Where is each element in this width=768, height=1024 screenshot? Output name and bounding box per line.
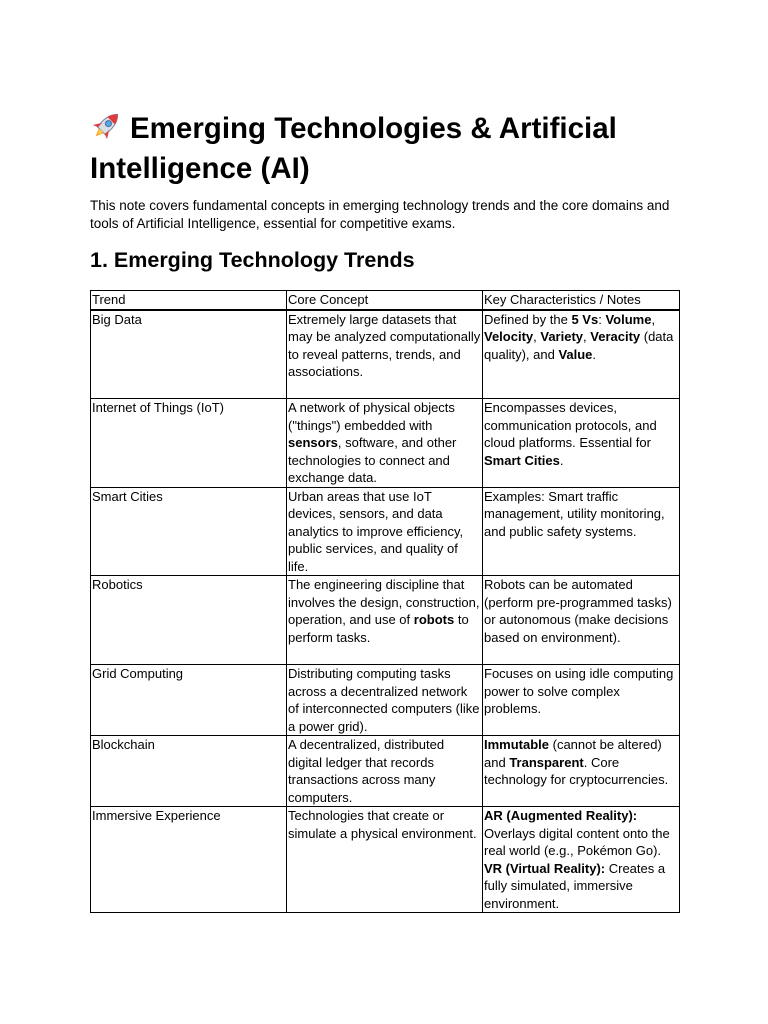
text-segment: Creates a fully simulated, immersive environment. — [484, 860, 666, 911]
section-heading: 1. Emerging Technology Trends — [90, 248, 415, 272]
bold-text: VR (Virtual Reality): — [484, 860, 606, 876]
text-segment: Examples: Smart traffic management, utility monitoring, and public safety systems. — [484, 488, 665, 539]
bold-text: Transparent — [509, 754, 584, 770]
bold-text: AR (Augmented Reality): — [484, 808, 638, 823]
text-segment: The engineering discipline that involves the design, construction, operation, and use of — [288, 577, 480, 627]
key-characteristics-cell — [483, 736, 680, 807]
trend-cell: Internet of Things (IoT) — [91, 399, 287, 488]
key-characteristics-cell — [483, 310, 680, 399]
text-segment: . — [559, 452, 564, 468]
table-row — [91, 665, 680, 736]
table-row — [91, 487, 680, 576]
page-title — [90, 108, 710, 187]
trend-cell: Grid Computing — [91, 665, 287, 736]
bold-text: sensors — [288, 435, 338, 450]
text-segment: . — [592, 346, 597, 362]
text-segment: : — [598, 311, 606, 327]
bold-text: Volume — [605, 311, 652, 327]
bold-text: Velocity — [484, 329, 534, 344]
trend-cell: Smart Cities — [91, 487, 287, 576]
core-concept-cell — [287, 576, 483, 665]
text-segment: Robots can be automated (perform pre-programmed tasks) or autonomous (make decisions based on environment). — [484, 577, 672, 645]
text-segment: . Core technology for cryptocurrencies. — [484, 754, 669, 787]
text-segment: , — [533, 329, 541, 344]
table-body — [91, 310, 680, 913]
text-segment: A decentralized, distributed digital ledger that records transactions across many computers. — [288, 737, 445, 805]
text-segment: , software, and other technologies to connect and exchange data. — [288, 435, 457, 485]
trend-cell: Big Data — [91, 310, 287, 399]
key-characteristics-cell — [483, 576, 680, 665]
intro-paragraph: This note covers fundamental concepts in emerging technology trends and the core domains and tools of Artificial Intelligence, essential for competitive exams. — [90, 198, 670, 231]
table-header-row — [91, 291, 680, 310]
table-row — [91, 576, 680, 665]
text-segment: Focuses on using idle computing power to solve complex problems. — [484, 666, 674, 716]
key-characteristics-cell — [483, 487, 680, 576]
bold-text: Veracity — [590, 329, 641, 344]
table-row — [91, 310, 680, 399]
core-concept-cell — [287, 736, 483, 807]
core-concept-cell — [287, 665, 483, 736]
bold-text: robots — [413, 612, 455, 627]
text-segment: Extremely large datasets that may be analyzed computationally to reveal patterns, trends, and associations. — [288, 311, 481, 379]
header-core-concept: Core Concept — [287, 291, 483, 310]
text-segment: to perform tasks. — [288, 612, 469, 645]
bold-text: Immutable — [484, 737, 550, 752]
key-characteristics-cell — [483, 807, 680, 913]
text-segment: Urban areas that use IoT devices, sensors, and data analytics to improve efficiency, public services, and quality of life. — [288, 488, 464, 574]
trends-table — [90, 290, 680, 913]
text-segment: Encompasses devices, communication protocols, and cloud platforms. Essential for — [484, 400, 657, 450]
title-text: Emerging Technologies & Artificial Intelligence (AI) — [90, 112, 617, 185]
header-trend: Trend — [91, 291, 287, 310]
table-row — [91, 807, 680, 913]
table-row — [91, 399, 680, 488]
key-characteristics-cell — [483, 665, 680, 736]
text-segment: A network of physical objects ("things") embedded with — [288, 400, 455, 433]
key-characteristics-cell — [483, 399, 680, 488]
text-segment: Overlays digital content onto the real world (e.g., Pokémon Go). — [484, 825, 670, 858]
text-segment: Defined by the — [484, 311, 572, 327]
text-segment: Distributing computing tasks across a decentralized network of interconnected computers (like a power grid). — [288, 666, 480, 734]
text-segment: Technologies that create or simulate a physical environment. — [288, 808, 477, 841]
bold-text: Value — [558, 346, 593, 362]
bold-text: 5 Vs — [571, 311, 599, 327]
core-concept-cell — [287, 310, 483, 399]
trend-cell: Blockchain — [91, 736, 287, 807]
text-segment: (cannot be altered) and — [484, 737, 662, 770]
core-concept-cell — [287, 487, 483, 576]
trend-cell: Immersive Experience — [91, 807, 287, 913]
text-segment: , — [583, 329, 591, 344]
table-row — [91, 736, 680, 807]
core-concept-cell — [287, 807, 483, 913]
header-key-characteristics: Key Characteristics / Notes — [483, 291, 680, 310]
bold-text: Smart Cities — [484, 452, 560, 468]
rocket-icon — [90, 108, 124, 151]
trend-cell: Robotics — [91, 576, 287, 665]
text-segment: (data quality), and — [484, 329, 674, 362]
core-concept-cell — [287, 399, 483, 488]
bold-text: Variety — [540, 329, 584, 344]
text-segment: , — [651, 311, 656, 327]
